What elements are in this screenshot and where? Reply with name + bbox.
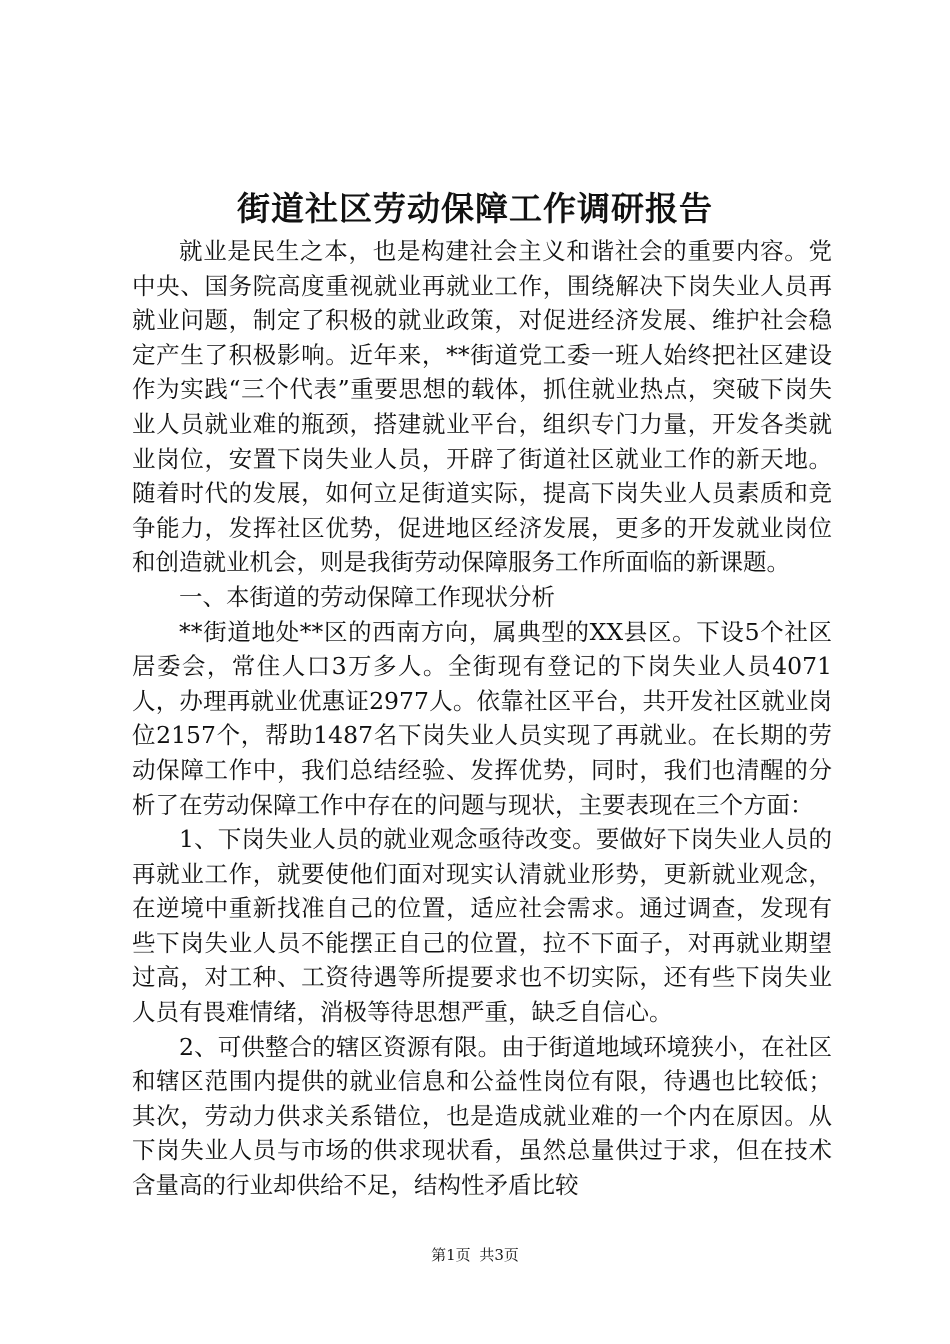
paragraph-status: **街道地处**区的西南方向，属典型的XX县区。下设5个社区居委会，常住人口3万多人。全街现有登记的下岗失业人员4071人，办理再就业优惠证2977人。依靠社区平台，共开发社区就业岗位2157个，帮助1487名下岗失业人员实现了再就业。在长期的劳动保障工作中，我们总结经验、发挥优势，同时，我们也清醒的分析了在劳动保障工作中存在的问题与现状，主要表现在三个方面： — [132, 617, 832, 819]
page-number: 第1页 — [431, 1246, 471, 1264]
document-title: 街道社区劳动保障工作调研报告 — [237, 189, 713, 228]
paragraph-point-1: 1、下岗失业人员的就业观念亟待改变。要做好下岗失业人员的再就业工作，就要使他们面对现实认清就业形势，更新就业观念，在逆境中重新找准自己的位置，适应社会需求。通过调查，发现有些下岗失业人员不能摆正自己的位置，拉不下面子，对再就业期望过高，对工种、工资待遇等所提要求也不切实际，还有些下岗失业人员有畏难情绪，消极等待思想严重，缺乏自信心。 — [132, 825, 832, 1027]
section-heading-1: 一、本街道的劳动保障工作现状分析 — [179, 582, 555, 611]
page-total: 共3页 — [479, 1246, 519, 1264]
paragraph-intro: 就业是民生之本，也是构建社会主义和谐社会的重要内容。党中央、国务院高度重视就业再就业工作，围绕解决下岗失业人员再就业问题，制定了积极的就业政策，对促进经济发展、维护社会稳定产生了积极影响。近年来，**街道党工委一班人始终把社区建设作为实践“三个代表”重要思想的载体，抓住就业热点，突破下岗失业人员就业难的瓶颈，搭建就业平台，组织专门力量，开发各类就业岗位，安置下岗失业人员，开辟了街道社区就业工作的新天地。随着时代的发展，如何立足街道实际，提高下岗失业人员素质和竞争能力，发挥社区优势，促进地区经济发展，更多的开发就业岗位和创造就业机会，则是我街劳动保障服务工作所面临的新课题。 — [132, 237, 832, 577]
paragraph-point-2: 2、可供整合的辖区资源有限。由于街道地域环境狭小，在社区和辖区范围内提供的就业信息和公益性岗位有限，待遇也比较低；其次，劳动力供求关系错位，也是造成就业难的一个内在原因。从下岗失业人员与市场的供求现状看，虽然总量供过于求，但在技术含量高的行业却供给不足，结构性矛盾比较 — [132, 1032, 832, 1200]
page-footer — [0, 1245, 950, 1265]
document-body — [132, 234, 832, 1203]
